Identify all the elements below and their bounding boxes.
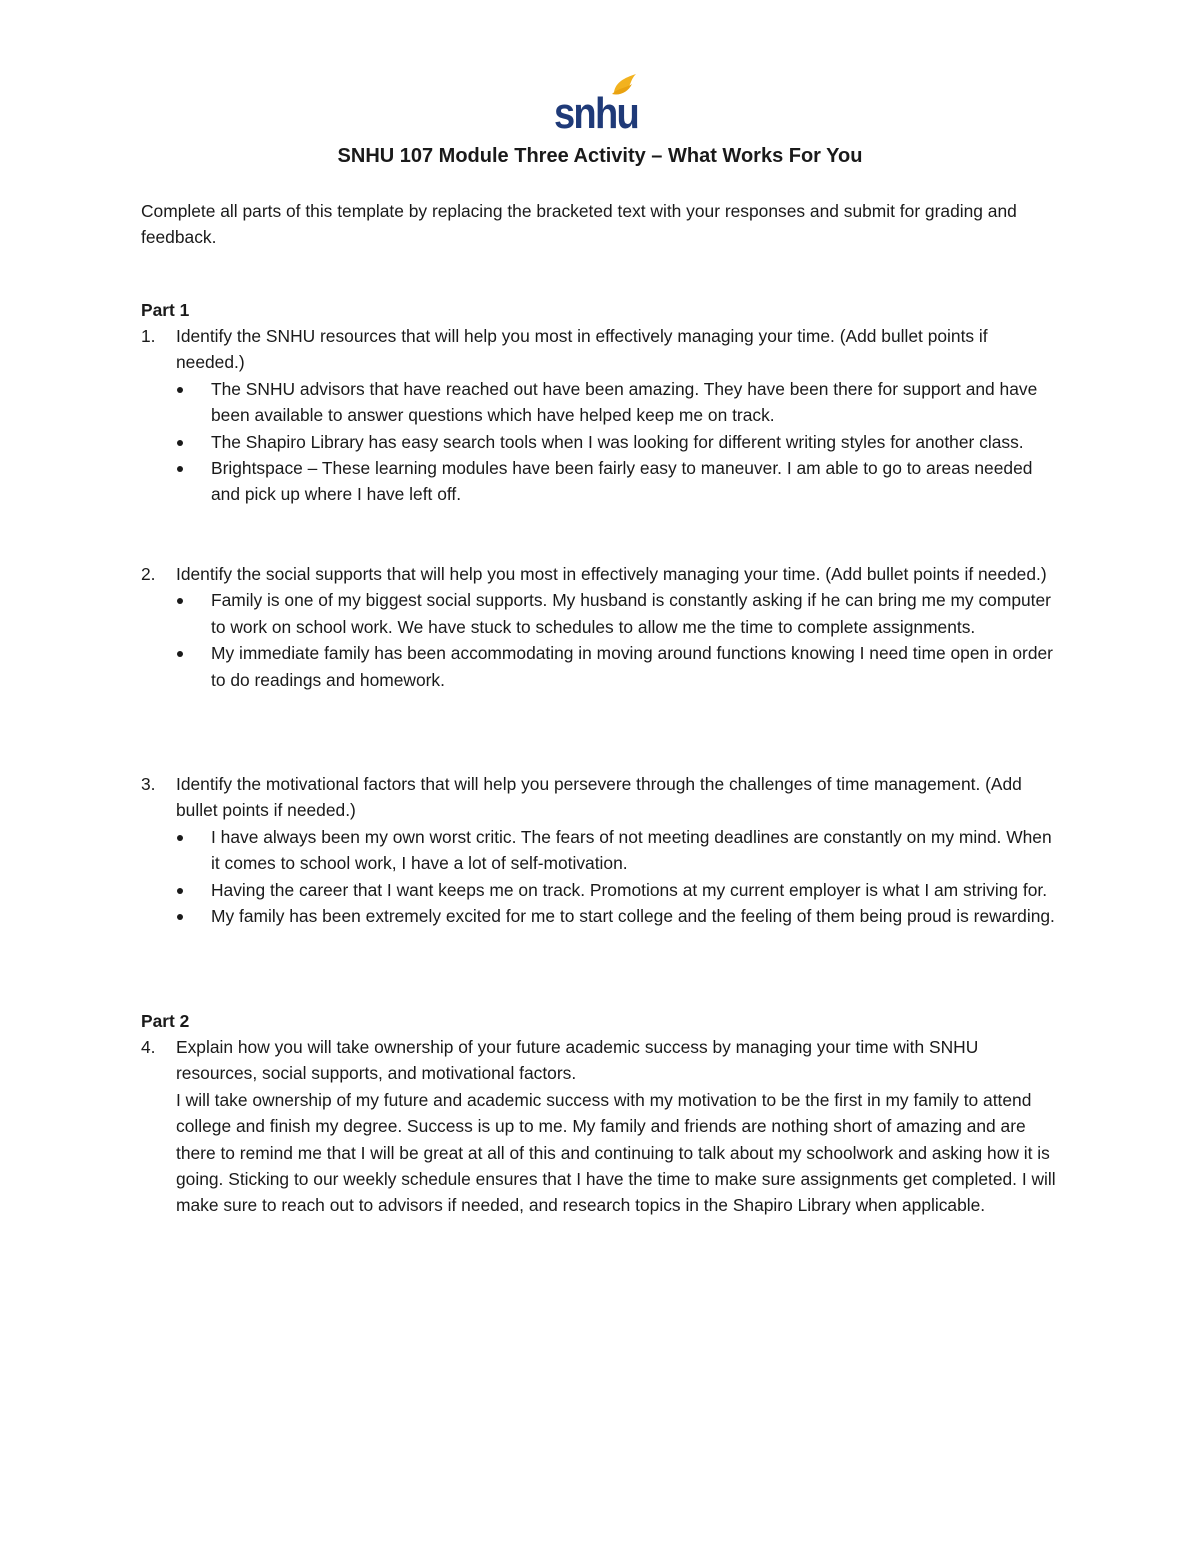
bullet-icon <box>177 888 183 894</box>
list-item <box>211 587 1061 640</box>
question-text: Identify the motivational factors that will help you persevere through the challenges of time management. (Add bullet points if needed.) <box>176 774 1022 821</box>
question-2 <box>141 561 1061 693</box>
part-2-label: Part 2 <box>141 1011 190 1031</box>
bullet-icon <box>177 466 183 472</box>
bullet-icon <box>177 914 183 920</box>
bullet-list <box>141 824 1061 930</box>
bullet-list <box>141 376 1061 508</box>
bullet-text: Having the career that I want keeps me on track. Promotions at my current employer is what I am striving for. <box>211 879 1048 900</box>
question-3 <box>141 771 1061 929</box>
bullet-icon <box>177 835 183 841</box>
question-1 <box>141 323 1061 508</box>
question-4 <box>141 1034 1061 1219</box>
bullet-icon <box>177 598 183 604</box>
list-item <box>211 640 1061 693</box>
bullet-text: The Shapiro Library has easy search tools when I was looking for different writing styles for another class. <box>211 431 1024 452</box>
question-number: 2. <box>141 564 156 584</box>
list-item <box>211 903 1061 929</box>
list-item <box>211 455 1061 508</box>
logo-wordmark: snhu <box>554 89 638 134</box>
list-item <box>211 376 1061 429</box>
bullet-icon <box>177 440 183 446</box>
list-item <box>211 429 1061 455</box>
bullet-text: Family is one of my biggest social supports. My husband is constantly asking if he can bring me my computer to work on school work. We have stuck to schedules to allow me the time to complete assignments. <box>211 590 1051 637</box>
question-text: Identify the social supports that will help you most in effectively managing your time. (Add bullet points if needed.) <box>176 564 1047 584</box>
question-number: 1. <box>141 326 156 346</box>
page-title: SNHU 107 Module Three Activity – What Works For You <box>337 145 863 167</box>
question-text: Explain how you will take ownership of your future academic success by managing your time with SNHU resources, social supports, and motivational factors. <box>176 1037 979 1084</box>
snhu-logo <box>552 72 642 134</box>
bullet-text: My immediate family has been accommodating in moving around functions knowing I need time open in order to do readings and homework. <box>211 643 1053 690</box>
intro-text: Complete all parts of this template by replacing the bracketed text with your responses and submit for grading and feedback. <box>141 201 1017 248</box>
bullet-text: My family has been extremely excited for me to start college and the feeling of them being proud is rewarding. <box>211 906 1055 927</box>
bullet-icon <box>177 387 183 393</box>
part-1-label: Part 1 <box>141 300 190 320</box>
question-number: 4. <box>141 1037 156 1057</box>
bullet-icon <box>177 651 183 657</box>
list-item <box>211 877 1061 903</box>
question-number: 3. <box>141 774 156 794</box>
bullet-text: The SNHU advisors that have reached out have been amazing. They have been there for support and have been available to answer questions which have helped keep me on track. <box>211 378 1038 426</box>
bullet-text: Brightspace – These learning modules have been fairly easy to maneuver. I am able to go to areas needed and pick up where I have left off. <box>211 458 1033 505</box>
list-item <box>211 824 1061 877</box>
bullet-text: I have always been my own worst critic. The fears of not meeting deadlines are constantly on my mind. When it comes to school work, I have a lot of self-motivation. <box>211 826 1052 874</box>
answer-text: I will take ownership of my future and academic success with my motivation to be the first in my family to attend college and finish my degree. Success is up to me. My family and friends are nothing short of amazing and are there to remind me that I will be great at all of this and continuing to talk about my schoolwork and asking how it is going. Sticking to our weekly schedule ensures that I have the time to make sure assignments get completed. I will make sure to reach out to advisors if needed, and research topics in the Shapiro Library when applicable. <box>176 1089 1056 1216</box>
bullet-list <box>141 587 1061 693</box>
question-text: Identify the SNHU resources that will help you most in effectively managing your time. (Add bullet points if needed.) <box>176 326 988 373</box>
